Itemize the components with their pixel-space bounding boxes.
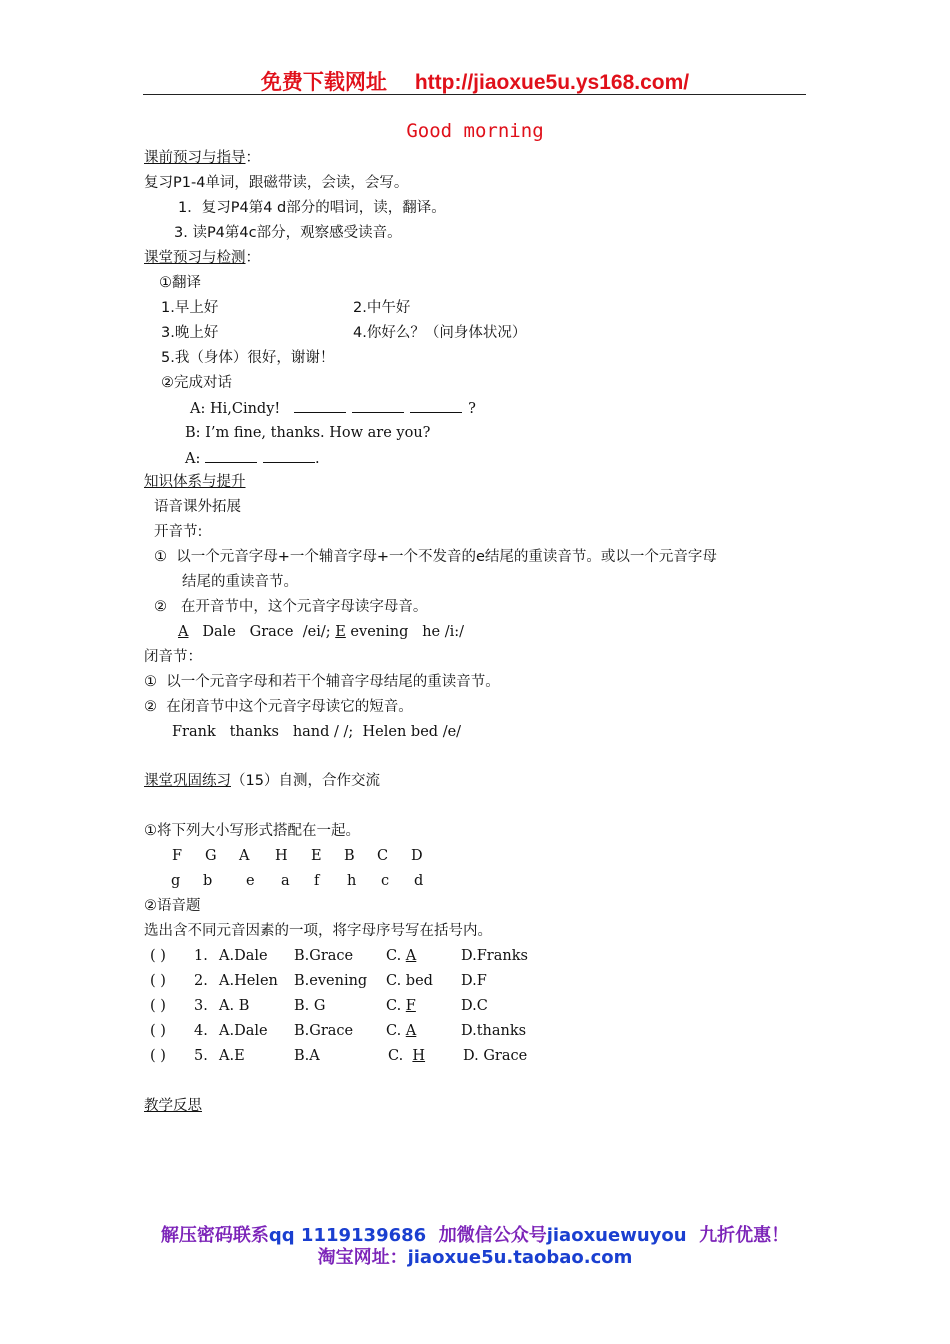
translate-item-1: 1.早上好 — [161, 300, 219, 316]
header-label: 免费下载网址 — [260, 71, 387, 94]
option-a: A. B — [219, 998, 250, 1014]
dialog-line-b: B: I’m fine, thanks. How are you? — [185, 425, 431, 441]
dialog-line-a2: A: . — [185, 448, 320, 469]
closed-syllable-title: 闭音节： — [144, 649, 202, 665]
option-a: A.Dale — [219, 1023, 268, 1039]
preview-line-1: 复习P1-4单词，跟磁带读，会读，会写。 — [144, 175, 409, 191]
lower-letter: d — [414, 873, 424, 889]
option-b: B.A — [294, 1048, 320, 1064]
table-row-paren[interactable]: ( ) — [150, 1023, 166, 1039]
preview-line-3: 3. 读P4第4c部分，观察感受读音。 — [174, 225, 402, 241]
q2-instruction: 选出含不同元音因素的一项，将字母序号写在括号内。 — [144, 923, 492, 939]
table-row-paren[interactable]: ( ) — [150, 948, 166, 964]
footer-link[interactable]: jiaoxue5u.taobao.com — [407, 1247, 633, 1268]
lower-letter: f — [314, 873, 320, 889]
upper-letter: A — [239, 848, 250, 864]
table-row-paren[interactable]: ( ) — [150, 1048, 166, 1064]
option-c: C. H — [388, 1048, 426, 1064]
lower-letter: e — [246, 873, 255, 889]
header-divider — [143, 94, 806, 95]
translate-item-5: 5.我（身体）很好，谢谢！ — [161, 350, 335, 366]
option-d: D.C — [461, 998, 488, 1014]
option-b: B. G — [294, 998, 326, 1014]
open-rule-2: ② 在开音节中，这个元音字母读字母音。 — [154, 599, 428, 615]
table-row-paren[interactable]: ( ) — [150, 973, 166, 989]
option-c: C. A — [386, 1023, 417, 1039]
table-row-num: 5. — [194, 1048, 208, 1064]
upper-letter: E — [311, 848, 322, 864]
option-d: D. Grace — [463, 1048, 528, 1064]
option-c: C. F — [386, 998, 416, 1014]
table-row-paren[interactable]: ( ) — [150, 998, 166, 1014]
table-row-num: 3. — [194, 998, 208, 1014]
option-d: D.F — [461, 973, 487, 989]
open-rule-1: ① 以一个元音字母+一个辅音字母+一个不发音的e结尾的重读音节。或以一个元音字母 — [154, 549, 717, 565]
page-title: Good morning — [406, 120, 544, 142]
option-b: B.Grace — [294, 1023, 354, 1039]
open-examples: A Dale Grace /ei/; E evening he /i:/ — [178, 624, 465, 640]
upper-letter: C — [377, 848, 389, 864]
translate-item-4: 4.你好么？（问身体状况） — [353, 325, 527, 341]
dialog-title: ②完成对话 — [161, 375, 232, 391]
lower-letter: c — [381, 873, 390, 889]
footer-line-1: 解压密码联系qq 1119139686 加微信公众号jiaoxuewuyou 九折优惠！ — [160, 1225, 790, 1246]
translate-title: ①翻译 — [159, 275, 201, 291]
upper-letter: B — [344, 848, 355, 864]
upper-letter: H — [275, 848, 288, 864]
table-row-num: 4. — [194, 1023, 208, 1039]
page-header — [0, 66, 950, 96]
option-b: B.Grace — [294, 948, 354, 964]
option-c: C. bed — [386, 973, 433, 989]
knowledge-sub: 语音课外拓展 — [154, 499, 241, 515]
closed-examples: Frank thanks hand / /; Helen bed /e/ — [172, 724, 462, 740]
header-url[interactable]: http://jiaoxue5u.ys168.com/ — [414, 71, 690, 94]
table-row-num: 2. — [194, 973, 208, 989]
upper-letter: F — [172, 848, 183, 864]
closed-rule-1: ① 以一个元音字母和若干个辅音字母结尾的重读音节。 — [144, 674, 500, 690]
lower-letter: a — [281, 873, 290, 889]
section-heading-practice: 课堂巩固练习（15）自测，合作交流 — [144, 773, 380, 789]
footer-line-2: 淘宝网址：jiaoxue5u.taobao.com — [317, 1247, 633, 1268]
open-rule-1-cont: 结尾的重读音节。 — [182, 574, 298, 590]
lower-letter: g — [171, 873, 181, 889]
open-syllable-title: 开音节: — [154, 524, 203, 540]
lower-letter: b — [203, 873, 213, 889]
upper-letter: D — [411, 848, 423, 864]
option-c: C. A — [386, 948, 417, 964]
option-a: A.Helen — [219, 973, 278, 989]
section-heading-check: 课堂预习与检测： — [144, 250, 260, 266]
q2-title: ②语音题 — [144, 898, 201, 914]
table-row-num: 1. — [194, 948, 208, 964]
lower-letter: h — [347, 873, 357, 889]
option-d: D.Franks — [461, 948, 528, 964]
q1-title: ①将下列大小写形式搭配在一起。 — [144, 823, 360, 839]
option-d: D.thanks — [461, 1023, 527, 1039]
translate-item-2: 2.中午好 — [353, 300, 411, 316]
preview-line-2: 1．复习P4第4 d部分的唱词，读，翻译。 — [178, 200, 446, 216]
option-b: B.evening — [294, 973, 368, 989]
closed-rule-2: ② 在闭音节中这个元音字母读它的短音。 — [144, 699, 413, 715]
option-a: A.E — [219, 1048, 245, 1064]
section-heading-preview: 课前预习与指导： — [144, 150, 260, 166]
section-heading-reflection: 教学反思 — [144, 1098, 202, 1114]
upper-letter: G — [205, 848, 217, 864]
translate-item-3: 3.晚上好 — [161, 325, 219, 341]
option-a: A.Dale — [219, 948, 268, 964]
section-heading-knowledge: 知识体系与提升 — [144, 474, 246, 490]
dialog-line-a1: A: Hi,Cindy! ? — [190, 398, 476, 419]
